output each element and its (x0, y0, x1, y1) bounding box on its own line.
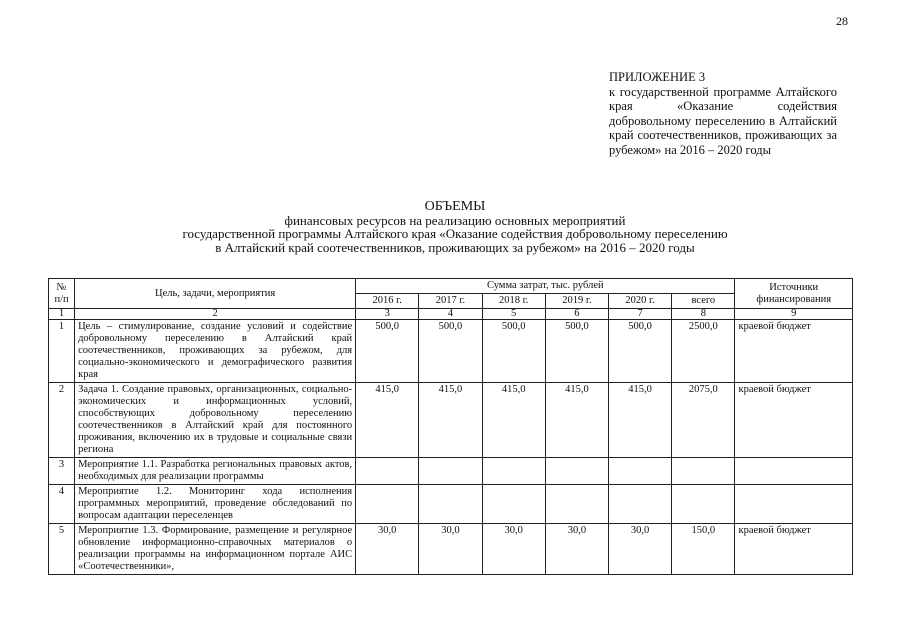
row-source: краевой бюджет (735, 320, 853, 383)
appendix-heading: ПРИЛОЖЕНИЕ 3 (609, 70, 706, 84)
row-value-2016: 30,0 (356, 524, 419, 575)
col-number: 7 (609, 309, 672, 320)
row-number: 5 (49, 524, 75, 575)
header-year-2018: 2018 г. (482, 294, 545, 309)
table-row (49, 458, 853, 485)
row-number: 1 (49, 320, 75, 383)
row-value-2016: 500,0 (356, 320, 419, 383)
header-year-2019: 2019 г. (545, 294, 608, 309)
header-year-2020: 2020 г. (609, 294, 672, 309)
table-row (49, 524, 853, 575)
header-sum: Сумма затрат, тыс. рублей (356, 279, 735, 294)
column-number-row (49, 309, 853, 320)
heading-line-2: финансовых ресурсов на реализацию основных мероприятий (284, 212, 626, 228)
col-number: 5 (482, 309, 545, 320)
col-number: 9 (735, 309, 853, 320)
col-number: 1 (49, 309, 75, 320)
row-value-2017: 415,0 (419, 383, 482, 458)
row-value-2017: 30,0 (419, 524, 482, 575)
heading-line-4: в Алтайский край соотечественников, проживающих за рубежом» на 2016 – 2020 годы (215, 239, 695, 255)
row-value-total: 2500,0 (672, 320, 735, 383)
row-value-2017 (419, 485, 482, 524)
table-row (49, 485, 853, 524)
row-value-2020: 500,0 (609, 320, 672, 383)
row-task: Мероприятие 1.3. Формирование, размещение и регулярное обновление информационно-справочных материалов о реализации программы на информационном портале АИС «Соотечественники», (75, 524, 356, 575)
table-row (49, 320, 853, 383)
row-value-2016 (356, 485, 419, 524)
row-value-2019 (545, 458, 608, 485)
row-value-total: 2075,0 (672, 383, 735, 458)
header-num: № п/п (49, 279, 75, 309)
row-value-total: 150,0 (672, 524, 735, 575)
row-task: Мероприятие 1.2. Мониторинг хода исполнения программных мероприятий, проведение обследований по вопросам адаптации переселенцев (75, 485, 356, 524)
row-value-2017 (419, 458, 482, 485)
row-value-2020 (609, 458, 672, 485)
row-value-2018: 500,0 (482, 320, 545, 383)
col-number: 4 (419, 309, 482, 320)
col-number: 2 (75, 309, 356, 320)
appendix-text: к государственной программе Алтайского края «Оказание содействия добровольному переселению в Алтайский край соотечественников, проживающих за рубежом» на 2016 – 2020 годы (609, 84, 837, 157)
row-number: 2 (49, 383, 75, 458)
col-number: 3 (356, 309, 419, 320)
row-value-total (672, 485, 735, 524)
header-source: Источники финансирования (735, 279, 853, 309)
row-task: Мероприятие 1.1. Разработка региональных правовых актов, необходимых для реализации программы (75, 458, 356, 485)
row-value-2020 (609, 485, 672, 524)
document-heading (60, 200, 850, 254)
heading-line-3: государственной программы Алтайского края «Оказание содействия добровольному переселению (182, 226, 728, 241)
row-number: 3 (49, 458, 75, 485)
row-value-2018: 415,0 (482, 383, 545, 458)
financing-table (48, 278, 853, 575)
row-value-2019: 500,0 (545, 320, 608, 383)
row-task: Задача 1. Создание правовых, организационных, социально-экономических и информационных условий, способствующих добровольному переселению соотечественников в Алтайский край для постоянного проживания, включению их в трудовые и социальные связи региона (75, 383, 356, 458)
row-source (735, 485, 853, 524)
row-number: 4 (49, 485, 75, 524)
row-source: краевой бюджет (735, 524, 853, 575)
row-value-2017: 500,0 (419, 320, 482, 383)
row-value-2019 (545, 485, 608, 524)
row-task: Цель – стимулирование, создание условий и содействие добровольному переселению в Алтайский край соотечественников, проживающих за рубежом, для социально-экономического и демографического развития края (75, 320, 356, 383)
col-number: 6 (545, 309, 608, 320)
row-value-2019: 415,0 (545, 383, 608, 458)
heading-title: ОБЪЕМЫ (424, 199, 486, 214)
header-year-2017: 2017 г. (419, 294, 482, 309)
header-task: Цель, задачи, мероприятия (75, 279, 356, 309)
appendix-block (609, 70, 837, 157)
row-value-total (672, 458, 735, 485)
page-number: 28 (836, 14, 848, 28)
col-number: 8 (672, 309, 735, 320)
row-value-2018: 30,0 (482, 524, 545, 575)
header-year-2016: 2016 г. (356, 294, 419, 309)
row-value-2018 (482, 458, 545, 485)
header-total: всего (672, 294, 735, 309)
row-value-2016: 415,0 (356, 383, 419, 458)
row-value-2020: 30,0 (609, 524, 672, 575)
row-value-2018 (482, 485, 545, 524)
row-value-2016 (356, 458, 419, 485)
row-value-2019: 30,0 (545, 524, 608, 575)
table-row (49, 383, 853, 458)
row-source: краевой бюджет (735, 383, 853, 458)
row-source (735, 458, 853, 485)
row-value-2020: 415,0 (609, 383, 672, 458)
